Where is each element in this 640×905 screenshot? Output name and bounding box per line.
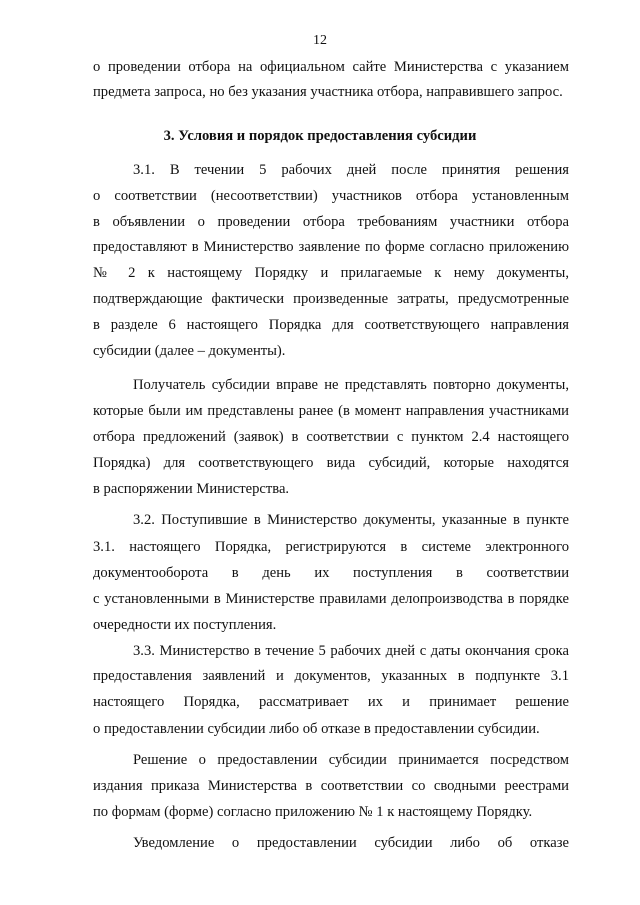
paragraph-line: издания приказа Министерства в соответствии со сводными реестрами <box>93 778 569 794</box>
paragraph-line: Уведомление о предоставлении субсидии либо об отказе <box>133 835 569 851</box>
paragraph-line: 3.1. В течении 5 рабочих дней после принятия решения <box>133 162 569 178</box>
paragraph-line: 3.2. Поступившие в Министерство документы, указанные в пункте <box>133 512 569 528</box>
paragraph-line: предоставляют в Министерство заявление по форме согласно приложению <box>93 239 569 255</box>
paragraph-line: по формам (форме) согласно приложению № 1 к настоящему Порядку. <box>93 804 533 820</box>
paragraph-line: предоставления заявлений и документов, указанных в подпункте 3.1 <box>93 668 569 684</box>
intro-line: о проведении отбора на официальном сайте Министерства с указанием <box>93 59 569 75</box>
paragraph-line: 3.1. настоящего Порядка, регистрируются в системе электронного <box>93 539 569 555</box>
paragraph-line: субсидии (далее – документы). <box>93 343 286 359</box>
paragraph-line: документооборота в день их поступления в соответствии <box>93 565 569 581</box>
paragraph-line: о предоставлении субсидии либо об отказе в предоставлении субсидии. <box>93 721 540 737</box>
paragraph-line: 3.3. Министерство в течение 5 рабочих дней с даты окончания срока <box>133 643 569 659</box>
paragraph-line: которые были им представлены ранее (в момент направления участниками <box>93 403 569 419</box>
paragraph-line: в объявлении о проведении отбора требованиям участники отбора <box>93 214 569 230</box>
paragraph-line: подтверждающие фактически произведенные затраты, предусмотренные <box>93 291 569 307</box>
paragraph-line: отбора предложений (заявок) в соответствии с пунктом 2.4 настоящего <box>93 429 569 445</box>
intro-line: предмета запроса, но без указания участника отбора, направившего запрос. <box>93 84 563 100</box>
section-heading: 3. Условия и порядок предоставления субсидии <box>163 128 477 144</box>
paragraph-line: с установленными в Министерстве правилами делопроизводства в порядке <box>93 591 569 607</box>
page-number: 12 <box>313 33 327 48</box>
paragraph-line: настоящего Порядка, рассматривает их и принимает решение <box>93 694 569 710</box>
paragraph-line: Порядка) для соответствующего вида субсидий, которые находятся <box>93 455 569 471</box>
paragraph-line: Получатель субсидии вправе не представлять повторно документы, <box>133 377 569 393</box>
paragraph-line: в распоряжении Министерства. <box>93 481 290 497</box>
paragraph-line: о соответствии (несоответствии) участников отбора установленным <box>93 188 569 204</box>
paragraph-line: Решение о предоставлении субсидии принимается посредством <box>133 752 569 768</box>
paragraph-line: № 2 к настоящему Порядку и прилагаемые к нему документы, <box>93 265 569 281</box>
paragraph-line: очередности их поступления. <box>93 617 277 633</box>
paragraph-line: в разделе 6 настоящего Порядка для соответствующего направления <box>93 317 569 333</box>
